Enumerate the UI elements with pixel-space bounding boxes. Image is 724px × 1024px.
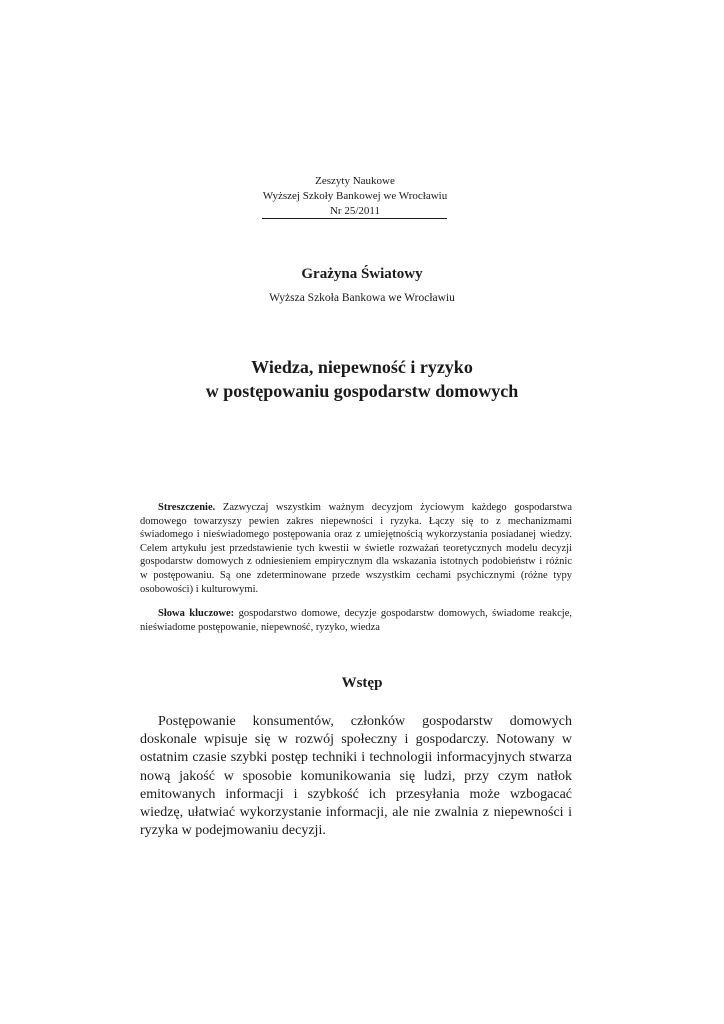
abstract-text: Zazwyczaj wszystkim ważnym decyzjom życiowym każdego gospodarstwa domowego towarzyszy pewien zakres niepewności i ryzyka. Łączy się to z mechanizmami świadomego i nieświadomego postępowania oraz z umiejętnością wykorzystania posiadanej wiedzy. Celem artykułu jest przedstawienie tych kwestii w świetle rozważań teoretycznych modelu decyzji gospodarstw domowych z odniesieniem empirycznym dla wskazania istotnych podobieństw i różnic w postępowaniu. Są one zdeterminowane przede wszystkim cechami psychicznymi (różne typy osobowości) i kulturowymi. [140,502,573,595]
journal-publisher: Wyższej Szkoły Bankowej we Wrocławiu [262,190,448,202]
paper-title-line-2: w postępowaniu gospodarstw domowych [205,381,519,401]
journal-header [230,174,480,219]
paper-title [0,355,724,403]
author-affiliation: Wyższa Szkoła Bankowa we Wrocławiu [269,292,455,304]
abstract [140,501,572,596]
keywords [140,607,572,634]
journal-issue: Nr 25/2011 [329,205,380,217]
body-paragraph: Postępowanie konsumentów, członków gospodarstw domowych doskonale wpisuje się w rozwój społeczny i gospodarczy. Notowany w ostatnim czasie szybki postęp techniki i technologii informacyjnych stwarza nową jakość w sposobie komunikowania się ludzi, przy czym natłok emitowanych informacji i szybkość ich przesyłania może wzbogacać wiedzę, ułatwiać wykorzystanie informacji, ale nie zwalnia z niepewności i ryzyka w podejmowaniu decyzji. [140,714,572,839]
author-name: Grażyna Światowy [301,266,423,282]
section-heading: Wstęp [341,675,383,691]
header-rule [262,218,447,219]
journal-name: Zeszyty Naukowe [315,175,395,187]
keywords-text: gospodarstwo domowe, decyzje gospodarstw domowych, świadome reakcje, nieświadome postępowanie, niepewność, ryzyko, wiedza [140,608,573,633]
paper-title-line-1: Wiedza, niepewność i ryzyko [251,357,473,377]
keywords-label: Słowa kluczowe: [158,608,235,619]
abstract-label: Streszczenie. [158,502,216,513]
